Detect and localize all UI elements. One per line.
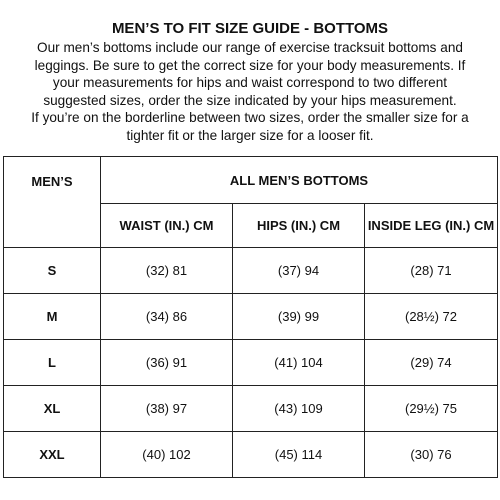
- size-label: XXL: [4, 432, 101, 478]
- hips-cell: (41) 104: [233, 340, 365, 386]
- size-label: XL: [4, 386, 101, 432]
- inside-leg-cell: (29) 74: [365, 340, 498, 386]
- hips-cell: (45) 114: [233, 432, 365, 478]
- intro-line: suggested sizes, order the size indicated by your hips measurement.: [43, 92, 457, 108]
- inside-leg-cell: (28½) 72: [365, 294, 498, 340]
- size-label: M: [4, 294, 101, 340]
- intro-line: leggings. Be sure to get the correct size for your body measurements. If: [34, 57, 466, 73]
- waist-cell: (36) 91: [101, 340, 233, 386]
- hips-cell: (43) 109: [233, 386, 365, 432]
- table-row: [4, 294, 498, 340]
- intro-text: [10, 39, 490, 145]
- corner-header: MEN’S: [4, 157, 101, 248]
- column-header-hips: HIPS (IN.) CM: [233, 204, 365, 248]
- intro-line: tighter fit or the larger size for a looser fit.: [126, 127, 374, 143]
- size-table: [3, 156, 498, 478]
- inside-leg-cell: (29½) 75: [365, 386, 498, 432]
- waist-cell: (32) 81: [101, 248, 233, 294]
- intro-line: If you’re on the borderline between two sizes, order the smaller size for a: [31, 110, 469, 126]
- group-header: ALL MEN’S BOTTOMS: [101, 157, 498, 204]
- table-row: [4, 340, 498, 386]
- hips-cell: (39) 99: [233, 294, 365, 340]
- intro-line: your measurements for hips and waist correspond to two different: [52, 75, 448, 91]
- column-header-inside-leg: INSIDE LEG (IN.) CM: [365, 204, 498, 248]
- inside-leg-cell: (28) 71: [365, 248, 498, 294]
- waist-cell: (34) 86: [101, 294, 233, 340]
- table-header-row: [4, 157, 498, 204]
- column-header-waist: WAIST (IN.) CM: [101, 204, 233, 248]
- table-row: [4, 432, 498, 478]
- page-title: MEN’S TO FIT SIZE GUIDE - BOTTOMS: [111, 20, 389, 37]
- waist-cell: (40) 102: [101, 432, 233, 478]
- size-label: S: [4, 248, 101, 294]
- inside-leg-cell: (30) 76: [365, 432, 498, 478]
- table-row: [4, 386, 498, 432]
- intro-line: Our men’s bottoms include our range of exercise tracksuit bottoms and: [37, 40, 463, 55]
- table-row: [4, 248, 498, 294]
- size-label: L: [4, 340, 101, 386]
- hips-cell: (37) 94: [233, 248, 365, 294]
- waist-cell: (38) 97: [101, 386, 233, 432]
